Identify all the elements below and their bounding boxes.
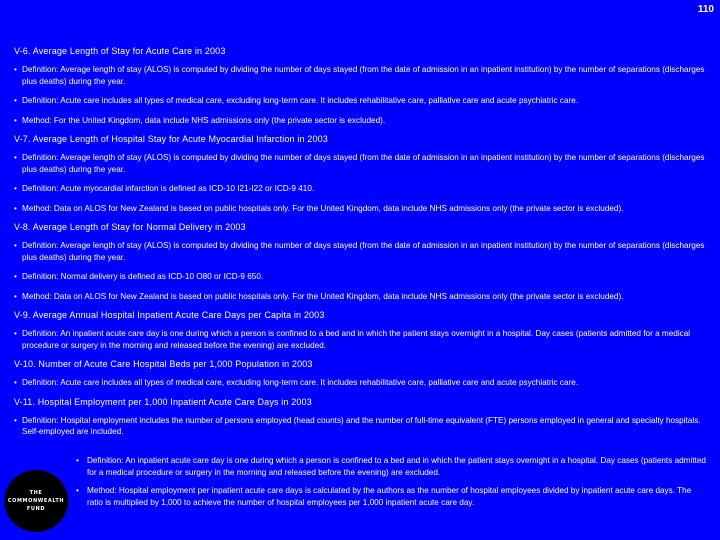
section-title: V-7. Average Length of Hospital Stay for Acute Myocardial Infarction in 2003 <box>14 134 328 144</box>
bullet-dot-icon: • <box>14 272 17 281</box>
section-title: V-10. Number of Acute Care Hospital Beds per 1,000 Population in 2003 <box>14 359 313 369</box>
bullet-dot-icon: • <box>14 378 17 387</box>
bullet-item <box>76 455 706 478</box>
bullet-text: Definition: Acute care includes all types of medical care, excluding long-term care. It includes rehabilitative care, palliative care and acute psychiatric care. <box>22 96 579 105</box>
bullet-text: Definition: Average length of stay (ALOS) is computed by dividing the number of days stayed (from the date of admission in an inpatient institution) by the number of separations (discharges plus deaths) during the year. <box>22 241 705 262</box>
bullet-dot-icon: • <box>14 203 17 213</box>
bullet-dot-icon: • <box>14 96 17 105</box>
bullet-dot-icon: • <box>14 153 17 162</box>
bullet-item <box>14 152 710 175</box>
bullet-item <box>14 95 710 107</box>
bullet-item <box>14 64 710 87</box>
bullet-text: Method: Hospital employment per inpatient acute care days is calculated by the authors as the number of hospital employees divided by inpatient acute care days. The ratio is multiplied by 1,000 to achieve the number of hospital employees per 1,000 inpatient acute care day. <box>87 486 692 507</box>
bullet-text: Definition: An inpatient acute care day is one during which a person is confined to a bed and in which the patient stays overnight in a hospital. Day cases (patients admitted for a medical procedure or surgery in the morning and released before the evening) are excluded. <box>87 456 706 477</box>
bullet-item <box>14 240 710 263</box>
logo-line-3: FUND <box>26 506 46 512</box>
bullet-dot-icon: • <box>14 241 17 250</box>
bullet-item <box>14 328 710 351</box>
bullet-dot-icon: • <box>14 184 17 193</box>
commonwealth-fund-logo <box>4 470 68 532</box>
bullet-text: Definition: Average length of stay (ALOS) is computed by dividing the number of days stayed (from the date of admission in an inpatient institution) by the number of separations (discharges plus deaths) during the year. <box>22 65 705 86</box>
section-title: V-8. Average Length of Stay for Normal Delivery in 2003 <box>14 222 246 232</box>
section-title: V-6. Average Length of Stay for Acute Care in 2003 <box>14 46 226 56</box>
page-number: 110 <box>697 4 714 15</box>
bullet-dot-icon: • <box>14 415 17 425</box>
bullet-item <box>14 377 710 389</box>
bullet-dot-icon: • <box>14 115 17 125</box>
bullet-text: Definition: Acute care includes all types of medical care, excluding long-term care. It includes rehabilitative care, palliative care and acute psychiatric care. <box>22 378 579 387</box>
bullet-dot-icon: • <box>14 291 17 301</box>
bullet-dot-icon: • <box>76 456 79 465</box>
bullet-text: Definition: An inpatient acute care day is one during which a person is confined to a bed and in which the patient stays overnight in a hospital. Day cases (patients admitted for a medical procedure or surgery in the morning and released before the evening) are excluded. <box>22 329 691 350</box>
bullet-item <box>14 415 710 438</box>
bullet-item <box>14 203 710 215</box>
definitions-list <box>14 46 710 446</box>
logo-line-1: THE <box>29 490 43 496</box>
bullet-text: Method: Data on ALOS for New Zealand is based on public hospitals only. For the United Kingdom, data include NHS admissions only (the private sector is excluded). <box>22 291 624 301</box>
bullet-dot-icon: • <box>14 329 17 338</box>
bullet-text: Definition: Acute myocardial infarction is defined as ICD-10 I21-I22 or ICD-9 410. <box>22 184 315 193</box>
logo-line-2: COMMONWEALTH <box>7 498 65 504</box>
section-title: V-11. Hospital Employment per 1,000 Inpatient Acute Care Days in 2003 <box>14 396 312 407</box>
bullet-dot-icon: • <box>14 65 17 74</box>
bullet-item <box>14 115 710 127</box>
continuation-bullets <box>76 455 706 515</box>
bullet-item <box>14 271 710 283</box>
bullet-text: Definition: Average length of stay (ALOS) is computed by dividing the number of days stayed (from the date of admission in an inpatient institution) by the number of separations (discharges plus deaths) during the year. <box>22 153 705 174</box>
bullet-text: Method: Data on ALOS for New Zealand is based on public hospitals only. For the United Kingdom, data include NHS admissions only (the private sector is excluded). <box>22 203 624 213</box>
bullet-text: Definition: Normal delivery is defined as ICD-10 O80 or ICD-9 650. <box>22 272 264 281</box>
bullet-text: Definition: Hospital employment includes the number of persons employed (head counts) and the number of full-time equivalent (FTE) persons employed in general and specialty hospitals. Self-employed are included. <box>22 415 701 436</box>
bullet-item <box>14 183 710 195</box>
section-title: V-9. Average Annual Hospital Inpatient Acute Care Days per Capita in 2003 <box>14 310 325 320</box>
bullet-item <box>76 485 706 508</box>
bullet-dot-icon: • <box>76 486 79 495</box>
bullet-item <box>14 291 710 303</box>
bullet-text: Method: For the United Kingdom, data include NHS admissions only (the private sector is excluded). <box>22 115 386 125</box>
